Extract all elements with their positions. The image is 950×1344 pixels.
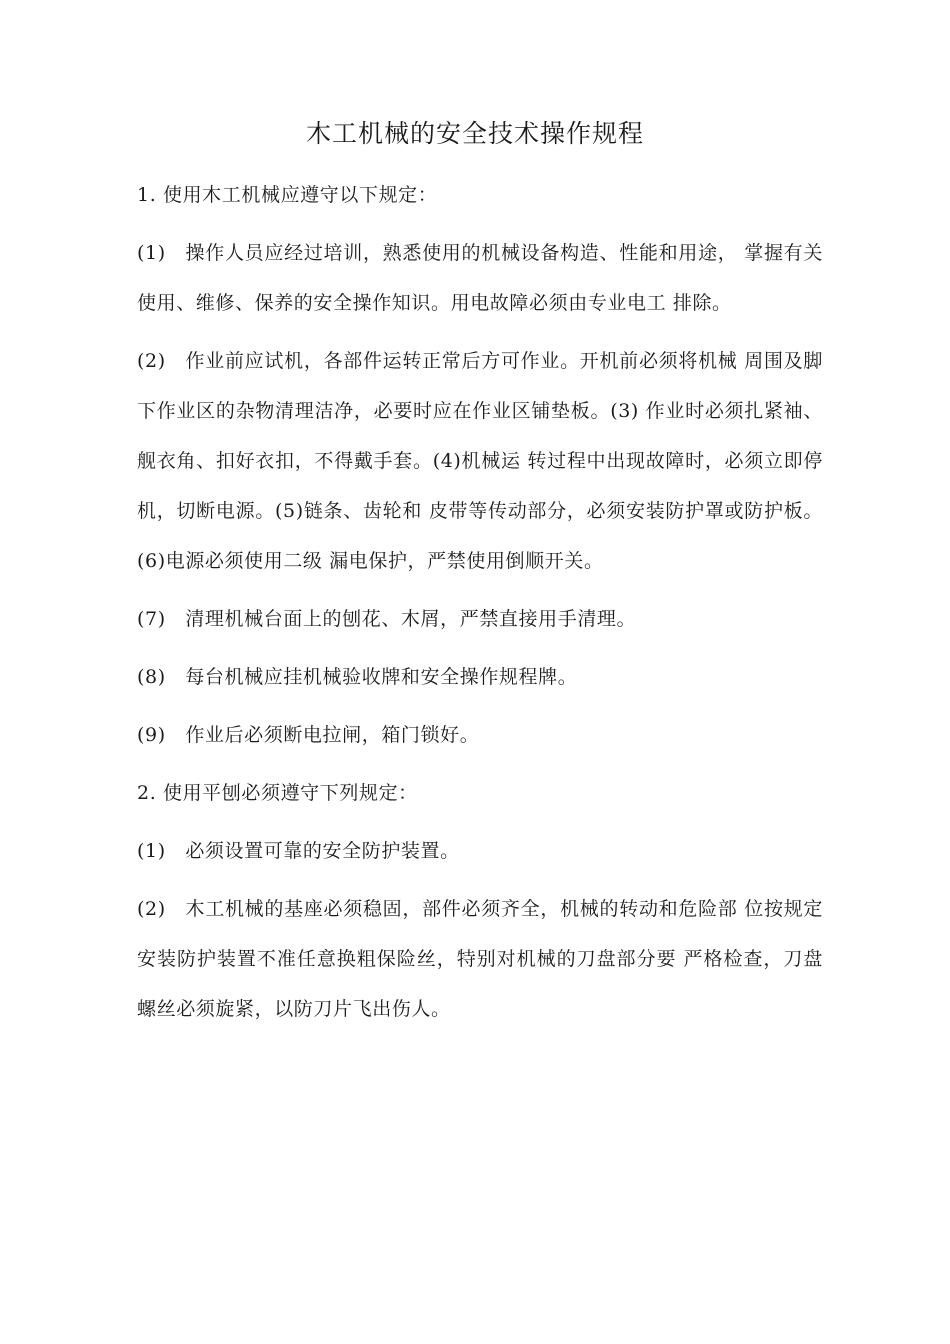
section-heading: 2. 使用平刨必须遵守下列规定： (137, 782, 418, 804)
document-body (137, 170, 823, 1042)
section-heading: 1. 使用木工机械应遵守以下规定： (137, 184, 438, 206)
paragraph: (1) 必须设置可靠的安全防护装置。 (137, 840, 460, 862)
document-title: 木工机械的安全技术操作规程 (305, 119, 644, 148)
paragraph: (2) 作业前应试机，各部件运转正常后方可作业。开机前必须将机械 周围及脚下作业区的杂物清理洁净，必要时应在作业区铺垫板。(3) 作业时必须扎紧袖、舰衣角、扣好衣扣，不得戴手套。(4)机械运 转过程中出现故障时，必须立即停机，切断电源。(5)链条、齿轮和 皮带等传动部分，必须安装防护罩或防护板。(6)电源必须使用二级 漏电保护，严禁使用倒顺开关。 (137, 350, 823, 572)
paragraph: (1) 操作人员应经过培训，熟悉使用的机械设备构造、性能和用途， 掌握有关使用、维修、保养的安全操作知识。用电故障必须由专业电工 排除。 (137, 242, 823, 314)
paragraph: (2) 木工机械的基座必须稳固，部件必须齐全，机械的转动和危险部 位按规定安装防护装置不准任意换粗保险丝，特别对机械的刀盘部分要 严格检查，刀盘螺丝必须旋紧，以防刀片飞出伤人。 (137, 898, 823, 1020)
paragraph: (8) 每台机械应挂机械验收牌和安全操作规程牌。 (137, 666, 578, 688)
paragraph: (9) 作业后必须断电拉闸，箱门锁好。 (137, 724, 480, 746)
paragraph: (7) 清理机械台面上的刨花、木屑，严禁直接用手清理。 (137, 608, 637, 630)
